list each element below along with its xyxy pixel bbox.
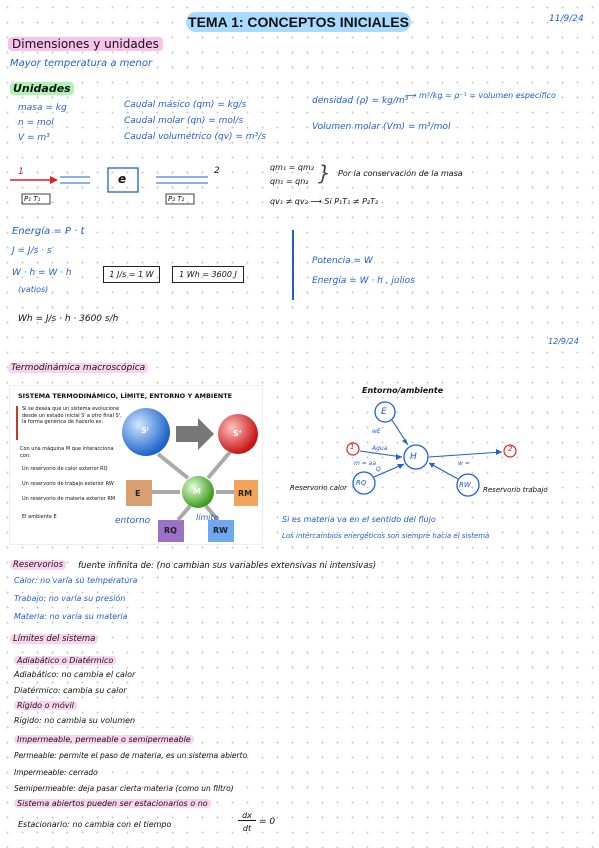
stationary-line: Estacionario: no cambia con el tiempo [18, 820, 172, 829]
sub-rigid: Rígido o móvil [14, 701, 77, 710]
energy-line-1: Energía = P · t [12, 226, 85, 237]
permeable-line: Permeable: permite el paso de materia, es un sistema abierto [14, 751, 248, 760]
inlet-conditions: P₁ T₁ [24, 195, 41, 203]
node-h-label: H [410, 452, 417, 462]
note-energy-exchanges: Los intercambios energéticos son siempre hacia el sistema [282, 532, 490, 540]
units-heading: Unidades [10, 82, 74, 95]
slide-list-item-4: El ambiente E [22, 514, 57, 520]
slide-title: SISTEMA TERMODINÁMICO, LÍMITE, ENTORNO Y AMBIENTE [18, 392, 233, 400]
node-e-label: E [381, 407, 387, 417]
section-heading-dimensions: Dimensiones y unidades [8, 37, 163, 51]
unit-volume: V = m³ [18, 133, 50, 143]
node-rw-label: RW [459, 481, 471, 489]
note-matter-flow: Si es materia va en el sentido del flujo [282, 515, 436, 524]
arrow-label-q: Q [376, 466, 381, 473]
power-line-2: Energía = W · h , julios [312, 276, 415, 286]
reservorio-heat: Calor: no varía su temperatura [14, 576, 138, 585]
fraction-denominator: dt [242, 824, 252, 833]
mass-conservation-1: qm₁ = qm₂ [270, 163, 314, 172]
adiabatic-line: Adiabático: no cambia el calor [14, 670, 136, 679]
energy-line-2: J = J/s · s [12, 246, 52, 256]
limite-label: límite [196, 513, 219, 522]
reservorio-work: Trabajo: no varía su presión [14, 594, 126, 603]
slide-list-item-3: Un reservorio de materia exterior RM [22, 496, 116, 502]
outlet-number: 2 [214, 166, 220, 176]
reservorios-heading: Reservorios [10, 560, 66, 570]
page-title: TEMA 1: CONCEPTOS INICIALES [186, 12, 411, 32]
slide-list-item-2: Un reservorio de trabajo exterior RW [22, 481, 114, 487]
fraction-equals: = 0 [259, 817, 276, 827]
box-e-label: E [135, 489, 141, 498]
box-rw-label: RW [213, 526, 228, 535]
sub-permeable: Impermeable, permeable o semipermeable [14, 735, 194, 744]
diagram-num-left: 1 [350, 443, 355, 451]
outlet-conditions: P₂ T₂ [168, 195, 185, 203]
qv-note: qv₁ ≠ qv₂ ⟶ Si P₁T₁ ≠ P₂T₂ [270, 197, 379, 206]
box-rm-label: RM [238, 489, 253, 498]
rigid-line: Rígido: no cambia su volumen [14, 716, 136, 725]
diagram-top-label: Entorno/ambiente [362, 386, 444, 395]
inlet-arrowhead [50, 176, 58, 184]
sphere-machine-label: M [193, 487, 201, 496]
flow-diagram [8, 160, 248, 210]
energy-line-3: W · h = W · h [12, 268, 72, 278]
box-watt: 1 J/s = 1 W [103, 266, 160, 283]
semipermeable-line: Semipermeable: deja pasar cierta materia (como un filtro) [14, 784, 234, 793]
density-specific-volume: ⟶ m³/kg = ρ⁻¹ = volumen específico [405, 91, 556, 100]
date-top: 11/9/24 [549, 14, 584, 24]
box-watt-hour: 1 Wh = 3600 J [172, 266, 244, 283]
node-rq-label: RQ [356, 479, 367, 487]
diagram-right-label: Reservorio trabajo [483, 486, 548, 494]
divider-vertical [292, 230, 294, 300]
wh-conversion: Wh = J/s · h · 3600 s/h [18, 314, 119, 324]
slide-text: Si se desea que un sistema evolucione desde un estado inicial Sⁱ a otro final Sᶠ, la forma genérica de hacerlo es: [16, 406, 122, 440]
arrow-label-w: w = [458, 460, 470, 467]
unit-mol: n = mol [18, 118, 54, 128]
diagram-num-right: 2 [508, 445, 513, 453]
sub-open-systems: Sistema abiertos pueden ser estacionarios o no [14, 799, 211, 808]
fraction-numerator: dx [238, 811, 256, 821]
slide-list-intro: Con una máquina M que interacciona con: [20, 446, 114, 459]
arrow-label-mass: m = aa [354, 460, 377, 467]
energy-line-4: (vatios) [18, 285, 49, 294]
box-rq-label: RQ [164, 526, 177, 535]
density-formula: densidad (ρ) = kg/m³ [312, 96, 409, 106]
subtitle-temperature: Mayor temperatura a menor [10, 58, 153, 69]
unit-mass: masa = kg [18, 103, 67, 113]
thermo-heading: Termodinámica macroscópica [8, 363, 148, 373]
sub-adiabatic: Adiabático o Diatérmico [14, 656, 116, 665]
reservorio-matter: Materia: no varía su materia [14, 612, 128, 621]
mass-conservation-note: Por la conservación de la masa [338, 169, 463, 178]
arrow-grey [176, 418, 214, 450]
thermo-slide [9, 385, 263, 545]
slide-list-item-1: Un reservorio de calor exterior RQ [22, 466, 108, 472]
molar-volume: Volumen molar (Vm) = m³/mol [312, 122, 451, 132]
unit-mass-flow: Caudal másico (qm) = kg/s [124, 100, 247, 110]
power-line-1: Potencia = W [312, 256, 373, 266]
date-section2: 12/9/24 [548, 337, 579, 346]
diagram-left-label: Reservorio calor [290, 484, 348, 492]
limites-heading: Límites del sistema [10, 634, 98, 644]
arrow-label-we: wE [372, 428, 381, 435]
entorno-label: entorno [115, 516, 151, 526]
system-label: e [118, 172, 127, 186]
mass-conservation-2: qn₁ = qn₂ [270, 177, 309, 186]
energy-diagram [280, 385, 590, 515]
reservorios-definition: fuente infinita de: (no cambian sus variables extensivas ni intensivas) [78, 561, 377, 571]
impermeable-line: Impermeable: cerrado [14, 768, 98, 777]
sphere-final-label: Sᶠ [233, 429, 242, 438]
arrow-label-agua: Agua [372, 445, 388, 452]
inlet-number: 1 [18, 167, 24, 177]
unit-volumetric-flow: Caudal volumétrico (qv) = m³/s [124, 132, 266, 142]
diathermic-line: Diatérmico: cambia su calor [14, 686, 127, 695]
unit-molar-flow: Caudal molar (qn) = mol/s [124, 116, 244, 126]
sphere-initial-label: Sⁱ [141, 426, 149, 435]
